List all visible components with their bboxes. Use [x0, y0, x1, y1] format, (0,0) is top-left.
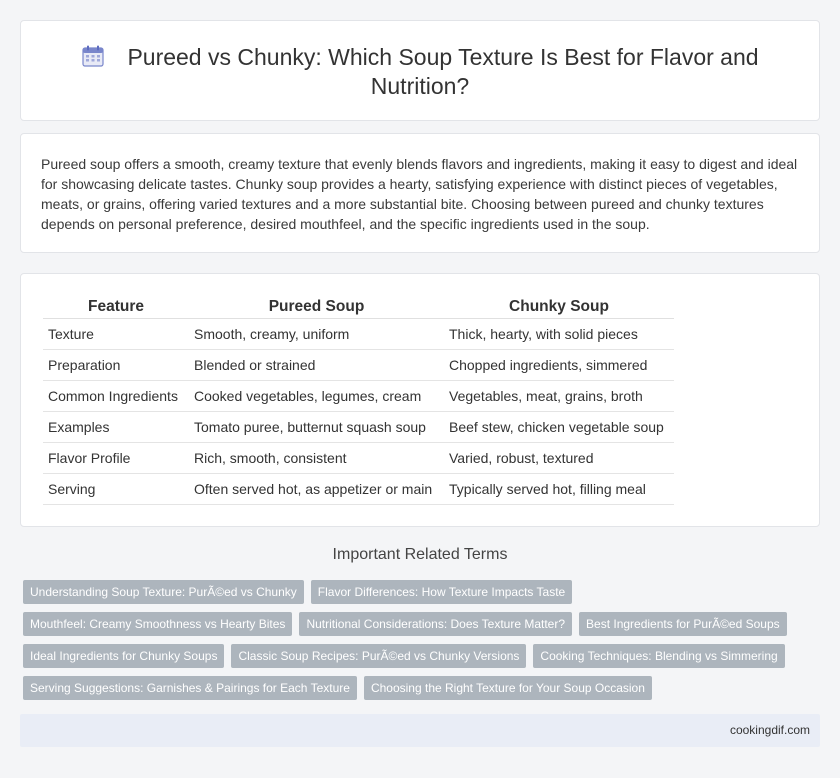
intro-paragraph: Pureed soup offers a smooth, creamy texture that evenly blends flavors and ingredients, making it easy to digest and ideal for showcasing delicate tastes. Chunky soup provides a hearty, satisfying experience with distinct pieces of vegetables, meats, or grains, offering varied textures and a more substantial bite. Choosing between pureed and chunky textures depends on personal preference, desired mouthfeel, and the specific ingredients used in the soup.: [41, 156, 798, 232]
related-term-link[interactable]: Serving Suggestions: Garnishes & Pairings for Each Texture: [23, 676, 357, 700]
cell-pureed: Cooked vegetables, legumes, cream: [189, 381, 444, 412]
table-row: [43, 350, 674, 381]
cell-chunky: Thick, hearty, with solid pieces: [444, 319, 674, 350]
comparison-card: [20, 273, 820, 527]
header-chunky: Chunky Soup: [444, 296, 674, 319]
calendar-icon: [81, 44, 105, 68]
table-row: [43, 474, 674, 505]
cell-feature: Common Ingredients: [43, 381, 189, 412]
cell-pureed: Rich, smooth, consistent: [189, 443, 444, 474]
intro-card: [20, 133, 820, 253]
page-title: Pureed vs Chunky: Which Soup Texture Is Best for Flavor and Nutrition?: [127, 44, 759, 99]
cell-chunky: Beef stew, chicken vegetable soup: [444, 412, 674, 443]
cell-feature: Serving: [43, 474, 189, 505]
cell-pureed: Blended or strained: [189, 350, 444, 381]
header-feature: Feature: [43, 296, 189, 319]
related-term-link[interactable]: Understanding Soup Texture: PurÃ©ed vs Chunky: [23, 580, 304, 604]
cell-chunky: Varied, robust, textured: [444, 443, 674, 474]
tag-row: [23, 612, 823, 636]
cell-feature: Preparation: [43, 350, 189, 381]
tag-row: [23, 676, 823, 700]
cell-chunky: Typically served hot, filling meal: [444, 474, 674, 505]
title-wrap: [21, 43, 819, 101]
header-pureed: Pureed Soup: [189, 296, 444, 319]
tag-row: [23, 644, 823, 668]
related-term-link[interactable]: Flavor Differences: How Texture Impacts Taste: [311, 580, 572, 604]
footer-site-link[interactable]: cookingdif.com: [729, 723, 810, 737]
table-row: [43, 412, 674, 443]
related-term-link[interactable]: Classic Soup Recipes: PurÃ©ed vs Chunky Versions: [231, 644, 526, 668]
related-term-link[interactable]: Ideal Ingredients for Chunky Soups: [23, 644, 224, 668]
related-term-link[interactable]: Choosing the Right Texture for Your Soup Occasion: [364, 676, 652, 700]
cell-pureed: Often served hot, as appetizer or main: [189, 474, 444, 505]
related-terms-list: [23, 580, 823, 708]
cell-pureed: Tomato puree, butternut squash soup: [189, 412, 444, 443]
related-term-link[interactable]: Cooking Techniques: Blending vs Simmering: [533, 644, 784, 668]
comparison-table: [43, 296, 674, 505]
related-terms-title: Important Related Terms: [332, 546, 508, 563]
cell-chunky: Chopped ingredients, simmered: [444, 350, 674, 381]
table-header-row: [43, 296, 674, 319]
cell-feature: Texture: [43, 319, 189, 350]
footer: [20, 714, 820, 747]
table-row: [43, 443, 674, 474]
cell-pureed: Smooth, creamy, uniform: [189, 319, 444, 350]
tag-row: [23, 580, 823, 604]
cell-feature: Flavor Profile: [43, 443, 189, 474]
cell-feature: Examples: [43, 412, 189, 443]
cell-chunky: Vegetables, meat, grains, broth: [444, 381, 674, 412]
table-row: [43, 381, 674, 412]
related-term-link[interactable]: Best Ingredients for PurÃ©ed Soups: [579, 612, 787, 636]
related-term-link[interactable]: Nutritional Considerations: Does Texture Matter?: [299, 612, 572, 636]
related-term-link[interactable]: Mouthfeel: Creamy Smoothness vs Hearty Bites: [23, 612, 292, 636]
table-row: [43, 319, 674, 350]
header-card: [20, 20, 820, 121]
